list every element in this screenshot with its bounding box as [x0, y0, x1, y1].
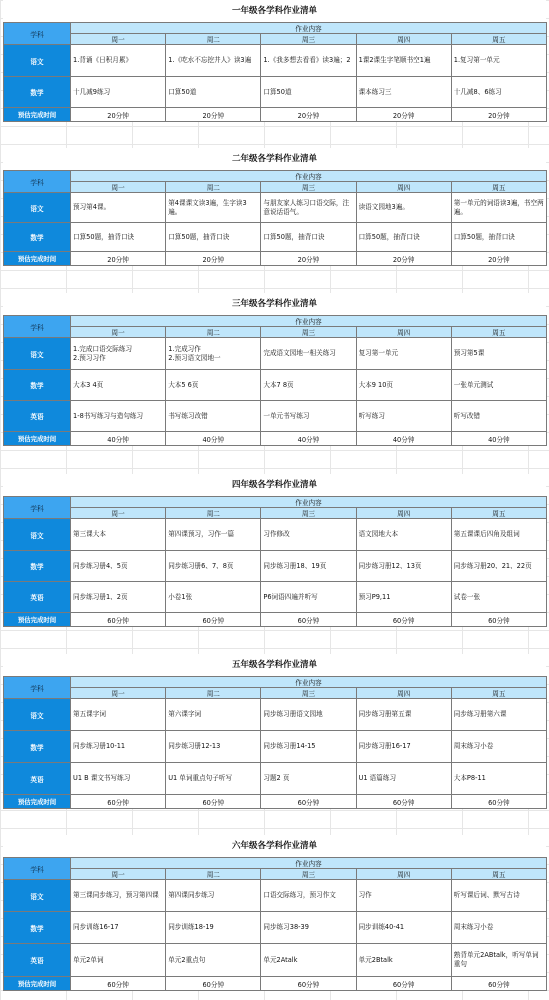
estimate-cell[interactable]: 60分钟 — [166, 613, 261, 627]
header-row — [4, 171, 547, 182]
day-header: 周五 — [451, 508, 546, 519]
subject-label: 英语 — [4, 944, 71, 977]
estimate-label: 预估完成时间 — [4, 252, 71, 266]
homework-cell[interactable]: 十几减9练习 — [71, 77, 166, 108]
homework-cell[interactable]: 单元2Atalk — [261, 944, 356, 977]
homework-cell[interactable]: 第五课课后四角及组词 — [451, 519, 546, 551]
homework-cell[interactable]: 同步练习册第六课 — [451, 699, 546, 731]
homework-table — [3, 170, 547, 266]
content-header: 作业内容 — [71, 316, 547, 327]
sheet-title: 四年级各学科作业清单 — [3, 474, 546, 496]
day-header: 周五 — [451, 869, 546, 880]
homework-cell[interactable]: 口语交际练习，预习作文 — [261, 880, 356, 912]
sheet-title: 二年级各学科作业清单 — [3, 148, 546, 170]
homework-cell[interactable]: U1 语篇练习 — [356, 763, 451, 795]
estimate-cell[interactable]: 20分钟 — [261, 108, 356, 122]
homework-cell[interactable]: 预习第5课 — [451, 338, 546, 370]
homework-cell[interactable]: 习作 — [356, 880, 451, 912]
header-row — [4, 23, 547, 34]
estimate-cell[interactable]: 60分钟 — [71, 977, 166, 991]
estimate-cell[interactable]: 20分钟 — [451, 252, 546, 266]
day-header: 周四 — [356, 508, 451, 519]
subject-row-chinese — [4, 338, 547, 370]
subject-label: 英语 — [4, 763, 71, 795]
subject-label: 数学 — [4, 912, 71, 944]
day-header-row — [4, 182, 547, 193]
homework-table — [3, 315, 547, 446]
homework-table — [3, 22, 547, 122]
estimate-label: 预估完成时间 — [4, 613, 71, 627]
estimate-cell[interactable]: 20分钟 — [166, 108, 261, 122]
homework-cell[interactable]: 同步练习册12、13页 — [356, 551, 451, 582]
header-row — [4, 497, 547, 508]
homework-cell[interactable]: 同步练习册10-11 — [71, 731, 166, 763]
subject-row-math — [4, 77, 547, 108]
subject-label: 数学 — [4, 551, 71, 582]
day-header: 周二 — [166, 508, 261, 519]
subject-header: 学科 — [4, 23, 71, 45]
day-header: 周二 — [166, 869, 261, 880]
day-header: 周五 — [451, 688, 546, 699]
day-header: 周二 — [166, 327, 261, 338]
estimate-cell[interactable]: 40分钟 — [261, 432, 356, 446]
homework-cell[interactable]: 习作修改 — [261, 519, 356, 551]
homework-cell[interactable]: 完成语文园地一相关练习 — [261, 338, 356, 370]
estimate-row — [4, 432, 547, 446]
day-header: 周一 — [71, 34, 166, 45]
homework-cell[interactable]: 十几减8、6练习 — [451, 77, 546, 108]
homework-cell[interactable]: 熟背单元2ABtalk，听写单词重句 — [451, 944, 546, 977]
homework-cell[interactable]: 口算50题，抽背口诀 — [451, 223, 546, 252]
estimate-cell[interactable]: 60分钟 — [261, 795, 356, 809]
estimate-cell[interactable]: 40分钟 — [356, 432, 451, 446]
homework-cell[interactable]: 1.复习第一单元 — [451, 45, 546, 77]
subject-row-chinese — [4, 45, 547, 77]
homework-cell[interactable]: 口算50道 — [166, 77, 261, 108]
homework-cell[interactable]: 大本5 6页 — [166, 370, 261, 401]
homework-cell[interactable]: 同步练习册20、21、22页 — [451, 551, 546, 582]
estimate-cell[interactable]: 60分钟 — [356, 795, 451, 809]
homework-cell[interactable]: 试卷一张 — [451, 582, 546, 613]
homework-cell[interactable]: 口算50题，抽背口诀 — [71, 223, 166, 252]
subject-row-english — [4, 944, 547, 977]
subject-header: 学科 — [4, 316, 71, 338]
sheet-title: 六年级各学科作业清单 — [3, 835, 546, 857]
homework-cell[interactable]: 第4课课文读3遍，生字读3遍。 — [166, 193, 261, 223]
homework-cell[interactable]: 1.背诵《日积月累》 — [71, 45, 166, 77]
estimate-label: 预估完成时间 — [4, 977, 71, 991]
grade-homework-sheet — [3, 293, 546, 446]
day-header: 周一 — [71, 508, 166, 519]
homework-cell[interactable]: 同步训练40-41 — [356, 912, 451, 944]
day-header: 周四 — [356, 688, 451, 699]
day-header: 周二 — [166, 688, 261, 699]
day-header: 周五 — [451, 34, 546, 45]
estimate-cell[interactable]: 40分钟 — [451, 432, 546, 446]
subject-header: 学科 — [4, 677, 71, 699]
homework-cell[interactable]: 单元2单词 — [71, 944, 166, 977]
homework-cell[interactable]: 同步练习册语文园地 — [261, 699, 356, 731]
subject-label: 语文 — [4, 45, 71, 77]
subject-header: 学科 — [4, 858, 71, 880]
homework-cell[interactable]: 1-8书写练习与造句练习 — [71, 401, 166, 432]
homework-table — [3, 676, 547, 809]
homework-cell[interactable]: 第四课同步练习 — [166, 880, 261, 912]
homework-cell[interactable]: 口算50题，抽背口诀 — [356, 223, 451, 252]
estimate-cell[interactable]: 60分钟 — [356, 977, 451, 991]
day-header: 周五 — [451, 182, 546, 193]
homework-cell[interactable]: 小卷1张 — [166, 582, 261, 613]
subject-row-english — [4, 763, 547, 795]
estimate-cell[interactable]: 60分钟 — [166, 977, 261, 991]
header-row — [4, 858, 547, 869]
estimate-cell[interactable]: 20分钟 — [451, 108, 546, 122]
homework-cell[interactable]: 口算50题，抽背口诀 — [166, 223, 261, 252]
subject-row-math — [4, 223, 547, 252]
day-header: 周四 — [356, 327, 451, 338]
homework-cell[interactable]: 与朋友家人练习口语交际，注意说话语气。 — [261, 193, 356, 223]
grade-homework-sheet — [3, 835, 546, 991]
estimate-cell[interactable]: 60分钟 — [166, 795, 261, 809]
content-header: 作业内容 — [71, 497, 547, 508]
sheet-title: 五年级各学科作业清单 — [3, 654, 546, 676]
day-header: 周二 — [166, 182, 261, 193]
homework-cell[interactable]: 1.完成习作 2.预习语文园地一 — [166, 338, 261, 370]
day-header: 周四 — [356, 182, 451, 193]
day-header: 周二 — [166, 34, 261, 45]
subject-label: 数学 — [4, 370, 71, 401]
estimate-label: 预估完成时间 — [4, 432, 71, 446]
homework-cell[interactable]: 同步练习册6、7、8页 — [166, 551, 261, 582]
homework-cell[interactable]: 第四课预习，习作一篇 — [166, 519, 261, 551]
subject-row-chinese — [4, 699, 547, 731]
day-header: 周一 — [71, 327, 166, 338]
estimate-row — [4, 613, 547, 627]
estimate-cell[interactable]: 60分钟 — [451, 977, 546, 991]
day-header: 周四 — [356, 869, 451, 880]
day-header: 周一 — [71, 182, 166, 193]
estimate-cell[interactable]: 60分钟 — [71, 613, 166, 627]
day-header: 周三 — [261, 327, 356, 338]
homework-cell[interactable]: 复习第一单元 — [356, 338, 451, 370]
subject-label: 语文 — [4, 519, 71, 551]
content-header: 作业内容 — [71, 171, 547, 182]
homework-cell[interactable]: 大本P8-11 — [451, 763, 546, 795]
estimate-cell[interactable]: 20分钟 — [71, 252, 166, 266]
subject-row-chinese — [4, 519, 547, 551]
homework-cell[interactable]: U1 B 课文书写练习 — [71, 763, 166, 795]
subject-row-math — [4, 551, 547, 582]
subject-header: 学科 — [4, 497, 71, 519]
homework-cell[interactable]: 第一单元的词语读3遍，书空两遍。 — [451, 193, 546, 223]
day-header: 周五 — [451, 327, 546, 338]
homework-cell[interactable]: 同步训练18-19 — [166, 912, 261, 944]
subject-label: 语文 — [4, 338, 71, 370]
estimate-label: 预估完成时间 — [4, 108, 71, 122]
day-header-row — [4, 508, 547, 519]
estimate-cell[interactable]: 60分钟 — [356, 613, 451, 627]
content-header: 作业内容 — [71, 677, 547, 688]
homework-cell[interactable]: 同步练习38-39 — [261, 912, 356, 944]
day-header: 周三 — [261, 869, 356, 880]
homework-table — [3, 857, 547, 991]
header-row — [4, 316, 547, 327]
homework-cell[interactable]: 同步练习册18、19页 — [261, 551, 356, 582]
estimate-cell[interactable]: 20分钟 — [71, 108, 166, 122]
estimate-cell[interactable]: 60分钟 — [451, 613, 546, 627]
homework-cell[interactable]: 第三课同步练习，预习第四课 — [71, 880, 166, 912]
day-header: 周三 — [261, 182, 356, 193]
homework-cell[interactable]: 听写练习 — [356, 401, 451, 432]
homework-cell[interactable]: 预习P9,11 — [356, 582, 451, 613]
subject-header: 学科 — [4, 171, 71, 193]
estimate-cell[interactable]: 20分钟 — [166, 252, 261, 266]
homework-cell[interactable]: 听写课后词、默写古诗 — [451, 880, 546, 912]
homework-cell[interactable]: 1.《我多想去看看》读3遍；2 — [261, 45, 356, 77]
homework-cell[interactable]: 大本7 8页 — [261, 370, 356, 401]
homework-cell[interactable]: 1课2课生字笔顺书空1遍 — [356, 45, 451, 77]
day-header-row — [4, 34, 547, 45]
subject-row-english — [4, 401, 547, 432]
day-header: 周三 — [261, 34, 356, 45]
homework-cell[interactable]: 同步练习册第五课 — [356, 699, 451, 731]
homework-cell[interactable]: 单元2Btalk — [356, 944, 451, 977]
estimate-row — [4, 252, 547, 266]
estimate-label: 预估完成时间 — [4, 795, 71, 809]
homework-cell[interactable]: U1 单词重点句子听写 — [166, 763, 261, 795]
estimate-row — [4, 795, 547, 809]
subject-label: 数学 — [4, 223, 71, 252]
subject-label: 语文 — [4, 193, 71, 223]
day-header: 周三 — [261, 688, 356, 699]
homework-cell[interactable]: 口算50题，抽背口诀 — [261, 223, 356, 252]
day-header-row — [4, 327, 547, 338]
subject-row-chinese — [4, 880, 547, 912]
homework-cell[interactable]: 周末练习小卷 — [451, 912, 546, 944]
estimate-cell[interactable]: 60分钟 — [451, 795, 546, 809]
homework-cell[interactable]: 1.《吃水不忘挖井人》读3遍 — [166, 45, 261, 77]
homework-cell[interactable]: 习题2 页 — [261, 763, 356, 795]
homework-cell[interactable]: 大本3 4页 — [71, 370, 166, 401]
estimate-cell[interactable]: 60分钟 — [71, 795, 166, 809]
estimate-row — [4, 108, 547, 122]
homework-cell[interactable]: 同步练习册16-17 — [356, 731, 451, 763]
estimate-cell[interactable]: 20分钟 — [261, 252, 356, 266]
day-header: 周三 — [261, 508, 356, 519]
homework-cell[interactable]: 口算50道 — [261, 77, 356, 108]
sheet-title: 三年级各学科作业清单 — [3, 293, 546, 315]
subject-row-math — [4, 912, 547, 944]
homework-cell[interactable]: 读语文园地3遍。 — [356, 193, 451, 223]
homework-cell[interactable]: 大本9 10页 — [356, 370, 451, 401]
homework-cell[interactable]: 第六课字词 — [166, 699, 261, 731]
homework-cell[interactable]: 同步练习册1、2页 — [71, 582, 166, 613]
subject-label: 数学 — [4, 731, 71, 763]
homework-cell[interactable]: P6词语四遍并听写 — [261, 582, 356, 613]
estimate-cell[interactable]: 20分钟 — [356, 252, 451, 266]
homework-cell[interactable]: 第三课大本 — [71, 519, 166, 551]
subject-label: 数学 — [4, 77, 71, 108]
sheet-title: 一年级各学科作业清单 — [3, 0, 546, 22]
homework-cell[interactable]: 预习第4课。 — [71, 193, 166, 223]
day-header: 周一 — [71, 688, 166, 699]
subject-label: 英语 — [4, 582, 71, 613]
homework-table — [3, 496, 547, 627]
grade-homework-sheet — [3, 0, 546, 122]
estimate-cell[interactable]: 60分钟 — [261, 977, 356, 991]
day-header: 周一 — [71, 869, 166, 880]
estimate-cell[interactable]: 20分钟 — [356, 108, 451, 122]
day-header-row — [4, 869, 547, 880]
homework-cell[interactable]: 书写练习改错 — [166, 401, 261, 432]
homework-cell[interactable]: 第五课字词 — [71, 699, 166, 731]
grade-homework-sheet — [3, 148, 546, 266]
homework-cell[interactable]: 一单元书写练习 — [261, 401, 356, 432]
homework-cell[interactable]: 一张单元测试 — [451, 370, 546, 401]
grade-homework-sheet — [3, 654, 546, 809]
content-header: 作业内容 — [71, 23, 547, 34]
subject-label: 英语 — [4, 401, 71, 432]
homework-cell[interactable]: 周末练习小卷 — [451, 731, 546, 763]
estimate-cell[interactable]: 40分钟 — [166, 432, 261, 446]
subject-row-chinese — [4, 193, 547, 223]
subject-row-math — [4, 370, 547, 401]
homework-cell[interactable]: 同步训练16-17 — [71, 912, 166, 944]
homework-cell[interactable]: 课本练习三 — [356, 77, 451, 108]
subject-row-english — [4, 582, 547, 613]
estimate-cell[interactable]: 40分钟 — [71, 432, 166, 446]
day-header: 周四 — [356, 34, 451, 45]
homework-cell[interactable]: 1.完成口语交际练习 2.预习习作 — [71, 338, 166, 370]
header-row — [4, 677, 547, 688]
homework-cell[interactable]: 听写改错 — [451, 401, 546, 432]
homework-cell[interactable]: 同步练习册12-13 — [166, 731, 261, 763]
homework-cell[interactable]: 语文园地大本 — [356, 519, 451, 551]
subject-row-math — [4, 731, 547, 763]
estimate-row — [4, 977, 547, 991]
homework-cell[interactable]: 单元2重点句 — [166, 944, 261, 977]
subject-label: 语文 — [4, 699, 71, 731]
subject-label: 语文 — [4, 880, 71, 912]
estimate-cell[interactable]: 60分钟 — [261, 613, 356, 627]
content-header: 作业内容 — [71, 858, 547, 869]
homework-cell[interactable]: 同步练习册14-15 — [261, 731, 356, 763]
homework-cell[interactable]: 同步练习册4、5页 — [71, 551, 166, 582]
grade-homework-sheet — [3, 474, 546, 627]
day-header-row — [4, 688, 547, 699]
